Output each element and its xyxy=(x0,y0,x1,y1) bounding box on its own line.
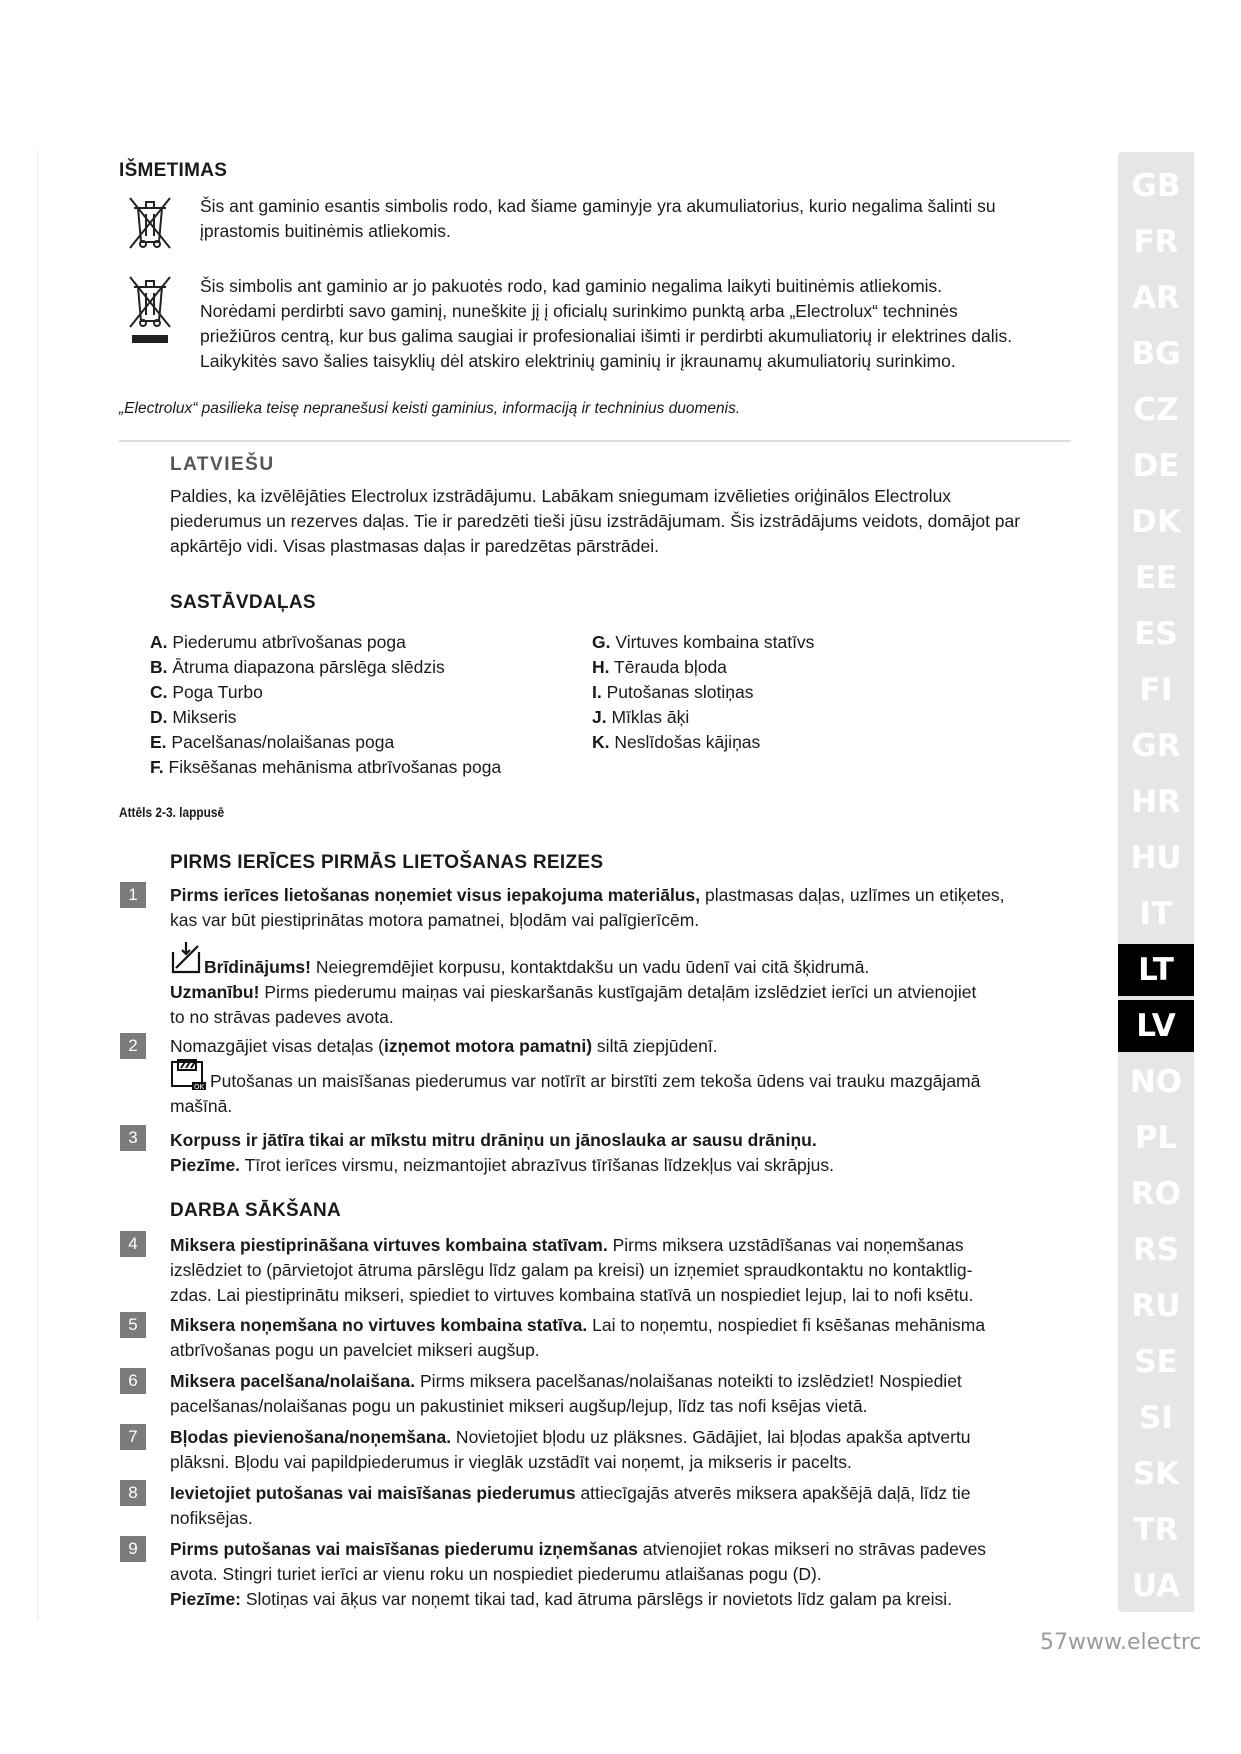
disposal-para2: Šis simbolis ant gaminio ar jo pakuotės rodo, kad gaminio negalima laikyti buitinėmis atliekomis. Norėdami perdirbti savo gaminį, nuneškite jį į oficialų surinkimo punktą arba „Electrolux“ techninės priežiūros centrą, kur bus galima saugiai ir profesionaliai išimti ir perdirbti akumuliatorių ir elektrines dalis. Laikykitės savo šalies taisyklių dėl atskiro elektrinių gaminių ir įkraunamų akumuliatorių surinkimo. xyxy=(200,276,1013,371)
step-2: Nomazgājiet visas detaļas (izņemot motora pamatni) siltā ziepjūdenī. xyxy=(170,1036,718,1056)
step-4: Miksera piestiprināšana virtuves kombaina statīvam. Pirms miksera uzstādīšanas vai noņemšanas izslēdziet to (pārvietojot ātruma pārslēgu līdz galam pa kreisi) un izņemiet spraudkontaktu no kontaktlig- zdas. Lai piestiprinātu mikseri, spiediet to virtuves kombaina statīvā un nospiediet lejup, lai to nofi ksētu. xyxy=(170,1235,974,1305)
disposal-title: IŠMETIMAS xyxy=(119,160,228,181)
language-tab-no[interactable]: NO xyxy=(1129,1064,1183,1100)
svg-text:OK: OK xyxy=(193,1083,205,1090)
intro-paragraph: Paldies, ka izvēlējāties Electrolux izstrādājumu. Labākam sniegumam izvēlieties oriģinālos Electrolux piederumus un rezerves daļas. Tie ir paredzēti tieši jūsu izstrādājumam. Šis izstrādājums veidots, domājot par apkārtējo vidi. Visas plastmasas daļas ir paredzētas pārstrādei. xyxy=(170,486,1021,556)
language-tab-ua[interactable]: UA xyxy=(1131,1568,1181,1604)
crossed-bin-bar-icon xyxy=(126,273,174,345)
language-tab-sk[interactable]: SK xyxy=(1132,1456,1180,1492)
language-tab-lt[interactable]: LT xyxy=(1118,944,1194,996)
language-tab-ru[interactable]: RU xyxy=(1131,1288,1181,1324)
list-item: C. Poga Turbo xyxy=(150,682,263,702)
dishwasher-note: Putošanas un maisīšanas piederumus var notīrīt ar birstīti zem tekoša ūdens vai trauku mazgājamā mašīnā. xyxy=(170,1071,981,1116)
step-number-7: 7 xyxy=(120,1424,146,1450)
language-tab-cz[interactable]: CZ xyxy=(1133,392,1179,428)
language-tab-ee[interactable]: EE xyxy=(1134,560,1178,596)
components-title: SASTĀVDAĻAS xyxy=(170,592,316,613)
components-list-left xyxy=(150,630,501,780)
step-1: Pirms ierīces lietošanas noņemiet visus iepakojuma materiālus, plastmasas daļas, uzlīmes un etiķetes, kas var būt piestiprinātas motora pamatnei, bļodām vai palīgierīcēm. xyxy=(170,885,1005,930)
language-tab-hr[interactable]: HR xyxy=(1131,784,1181,820)
list-item: D. Mikseris xyxy=(150,707,237,727)
step-number-4: 4 xyxy=(120,1231,146,1257)
warning-block: Brīdinājums! Neiegremdējiet korpusu, kontaktdakšu un vadu ūdenī vai citā šķidrumā. Uzmanību! Pirms piederumu maiņas vai pieskaršanās kustīgajām detaļām izslēdziet ierīci un atvienojiet to no strāvas padeves avota. xyxy=(170,957,977,1027)
list-item: A. Piederumu atbrīvošanas poga xyxy=(150,632,406,652)
step-7: Bļodas pievienošana/noņemšana. Novietojiet bļodu uz pläksnes. Gādājiet, lai bļodas apakša aptvertu plāksni. Bļodu vai papildpiederumus ir vieglāk uzstādīt vai noņemt, ja mikseris ir pacelts. xyxy=(170,1427,971,1472)
list-item: F. Fiksēšanas mehānisma atbrīvošanas poga xyxy=(150,757,502,777)
language-tab-de[interactable]: DE xyxy=(1132,448,1180,484)
language-tab-lv[interactable]: LV xyxy=(1118,1000,1194,1052)
language-tab-gr[interactable]: GR xyxy=(1131,728,1181,764)
list-item: H. Tērauda bļoda xyxy=(592,657,727,677)
components-list-right xyxy=(592,630,814,755)
language-tab-es[interactable]: ES xyxy=(1134,616,1178,652)
list-item: J. Mīklas āķi xyxy=(592,707,690,727)
language-tab-tr[interactable]: TR xyxy=(1133,1512,1179,1548)
step-number-2: 2 xyxy=(120,1033,146,1059)
list-item: E. Pacelšanas/nolaišanas poga xyxy=(150,732,395,752)
section-divider xyxy=(119,440,1071,442)
step-5: Miksera noņemšana no virtuves kombaina statīva. Lai to noņemtu, nospiediet fi ksēšanas mehānisma atbrīvošanas pogu un pavelciet mikseri augšup. xyxy=(170,1315,986,1360)
language-tab-fi[interactable]: FI xyxy=(1139,672,1173,708)
list-item: B. Ātruma diapazona pārslēga slēdzis xyxy=(150,657,445,677)
language-tab-ro[interactable]: RO xyxy=(1130,1176,1182,1212)
language-tab-bg[interactable]: BG xyxy=(1131,336,1181,372)
language-title: LATVIEŠU xyxy=(170,454,275,475)
step-number-5: 5 xyxy=(120,1312,146,1338)
step-number-8: 8 xyxy=(120,1480,146,1506)
page-footer: 57www.electrc xyxy=(1040,1630,1202,1655)
language-tab-si[interactable]: SI xyxy=(1139,1400,1173,1436)
disposal-para1: Šis ant gaminio esantis simbolis rodo, kad šiame gaminyje yra akumuliatorius, kurio negalima šalinti su įprastomis buitinėmis atliekomis. xyxy=(200,196,996,241)
step-number-6: 6 xyxy=(120,1368,146,1394)
language-tab-se[interactable]: SE xyxy=(1134,1344,1178,1380)
step-9: Pirms putošanas vai maisīšanas piederumu izņemšanas atvienojiet rokas mikseri no strāvas padeves avota. Stingri turiet ierīci ar vienu roku un nospiediet piederumu atlaišanas pogu (D). Piezīme: Slotiņas vai āķus var noņemt tikai tad, kad ātruma pārslēgs ir novietots līdz galam pa kreisi. xyxy=(170,1539,987,1609)
disposal-note: „Electrolux“ pasilieka teisę nepranešusi keisti gaminius, informaciją ir techninius duomenis. xyxy=(119,400,741,417)
step-number-9: 9 xyxy=(120,1536,146,1562)
before-use-title: PIRMS IERĪCES PIRMĀS LIETOŠANAS REIZES xyxy=(170,852,604,873)
step-3: Korpuss ir jātīra tikai ar mīkstu mitru drāniņu un jānoslauka ar sausu drāniņu. Piezīme. Tīrot ierīces virsmu, neizmantojiet abrazīvus tīrīšanas līdzekļus vai skrāpjus. xyxy=(170,1130,834,1175)
language-tab-rs[interactable]: RS xyxy=(1132,1232,1180,1268)
step-number-1: 1 xyxy=(120,882,146,908)
list-item: I. Putošanas slotiņas xyxy=(592,682,754,702)
language-tab-fr[interactable]: FR xyxy=(1133,224,1179,260)
language-tab-dk[interactable]: DK xyxy=(1131,504,1181,540)
crossed-bin-icon xyxy=(126,194,174,250)
language-tab-ar[interactable]: AR xyxy=(1132,280,1180,316)
step-8: Ievietojiet putošanas vai maisīšanas piederumus attiecīgajās atverēs miksera apakšējā daļā, līdz tie nofiksējas. xyxy=(170,1483,971,1528)
language-tab-hu[interactable]: HU xyxy=(1130,840,1182,876)
list-item: K. Neslīdošas kājiņas xyxy=(592,732,761,752)
step-6: Miksera pacelšana/nolaišana. Pirms miksera pacelšanas/nolaišanas noteikti to izslēdziet! Nospiediet pacelšanas/nolaišanas pogu un pakustiniet mikseri augšup/lejup, līdz tas nofi ksējas vietā. xyxy=(170,1371,962,1416)
step-number-3: 3 xyxy=(120,1125,146,1151)
page-margin-line xyxy=(37,150,38,1620)
language-tab-pl[interactable]: PL xyxy=(1134,1120,1178,1156)
language-tab-it[interactable]: IT xyxy=(1139,896,1173,932)
getting-started-title: DARBA SĀKŠANA xyxy=(170,1200,342,1221)
figure-reference: Attēls 2-3. lappusē xyxy=(119,804,225,820)
list-item: G. Virtuves kombaina statīvs xyxy=(592,632,815,652)
language-tab-gb[interactable]: GB xyxy=(1131,168,1181,204)
